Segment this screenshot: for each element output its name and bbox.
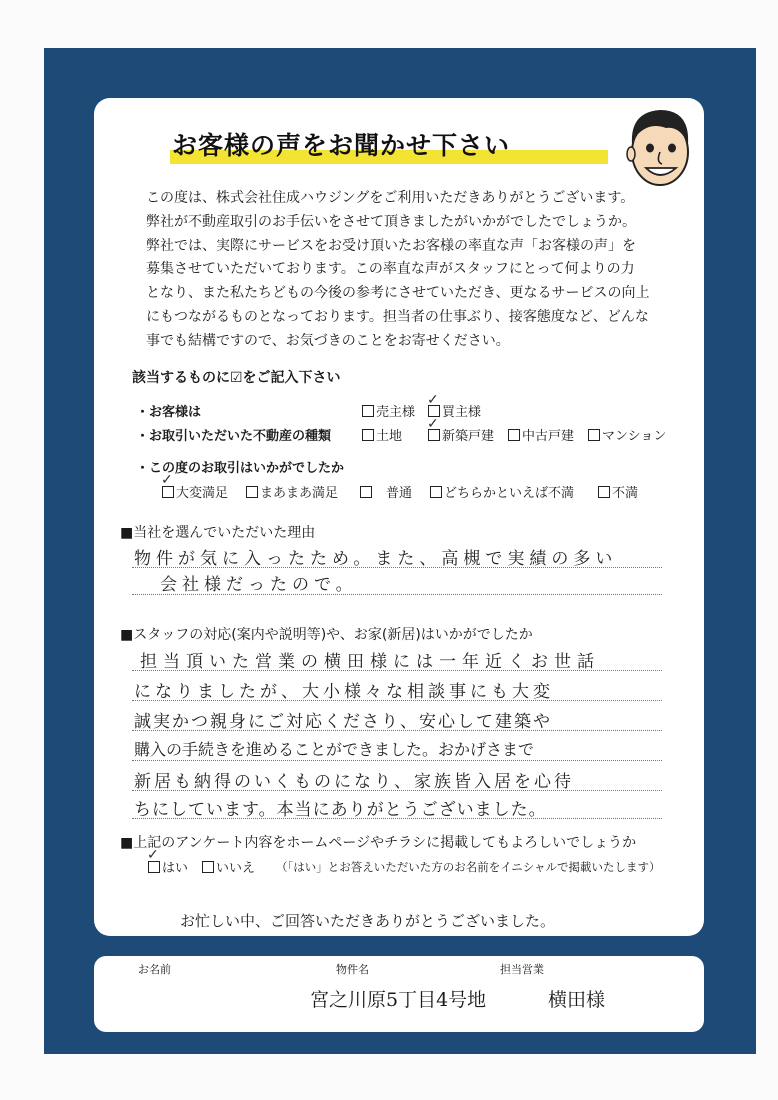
option-label: まあまあ満足 bbox=[260, 486, 339, 501]
q2-label: ・お取引いただいた不動産の種類 bbox=[136, 429, 332, 444]
mascot-face-icon bbox=[620, 104, 696, 190]
checkbox-icon[interactable] bbox=[430, 486, 442, 498]
checkbox-icon[interactable] bbox=[362, 429, 374, 441]
option-label: 不満 bbox=[612, 486, 639, 501]
section-staff-heading: ■スタッフの対応(案内や説明等)や、お家(新居)はいかがでしたか bbox=[120, 627, 533, 643]
handwritten-line: 会社様だったので。 bbox=[160, 575, 358, 595]
staff-answer[interactable] bbox=[132, 642, 662, 822]
option-label: 大変満足 bbox=[176, 486, 229, 501]
option-label: 土地 bbox=[376, 429, 403, 444]
property-label: 物件名 bbox=[336, 963, 369, 976]
publish-note: （「はい」とお答えいただいた方のお名前をイニシャルで掲載いたします） bbox=[276, 860, 661, 874]
handwritten-line: ちにしています。本当にありがとうございました。 bbox=[134, 800, 547, 820]
staff-label: 担当営業 bbox=[500, 963, 544, 976]
intro-text bbox=[146, 187, 686, 354]
option-label: 新築戸建 bbox=[442, 429, 495, 444]
option-land[interactable] bbox=[362, 425, 402, 444]
q3-label: ・この度のお取引はいかがでしたか bbox=[136, 461, 345, 476]
checkbox-icon[interactable] bbox=[246, 486, 258, 498]
checkbox-icon[interactable] bbox=[362, 405, 374, 417]
check-mark-icon: ✓ bbox=[427, 416, 439, 432]
intro-line: この度は、株式会社住成ハウジングをご利用いただきありがとうございます。 bbox=[146, 190, 635, 206]
handwritten-line: 新居も納得のいくものになり、家族皆入居を心待 bbox=[134, 772, 574, 792]
section-publish-heading: ■上記のアンケート内容をホームページやチラシに掲載してもよろしいでしょうか bbox=[120, 835, 637, 851]
handwritten-line: 物件が気に入ったため。また、高槻で実績の多い bbox=[134, 549, 618, 569]
check-mark-icon: ✓ bbox=[161, 472, 173, 488]
handwritten-line: になりましたが、大小様々な相談事にも大変 bbox=[134, 682, 554, 702]
option-no[interactable] bbox=[202, 857, 255, 876]
page-title: お客様の声をお聞かせ下さい bbox=[172, 131, 511, 160]
name-label: お名前 bbox=[138, 963, 171, 976]
staff-value[interactable]: 横田様 bbox=[548, 989, 606, 1011]
checkbox-icon[interactable] bbox=[360, 486, 372, 498]
option-label: 普通 bbox=[386, 486, 413, 501]
property-value[interactable]: 宮之川原5丁目4号地 bbox=[310, 989, 487, 1011]
q1-label: ・お客様は bbox=[136, 405, 202, 420]
option-neutral[interactable] bbox=[360, 482, 412, 501]
checkbox-icon[interactable] bbox=[508, 429, 520, 441]
intro-line: 事でも結構ですので、お気づきのことをお寄せください。 bbox=[146, 332, 510, 349]
option-label: 売主様 bbox=[376, 405, 416, 420]
option-dissatisfied[interactable] bbox=[598, 482, 638, 501]
thanks-message: お忙しい中、ご回答いただきありがとうございました。 bbox=[180, 912, 556, 930]
option-used-house[interactable] bbox=[508, 425, 574, 444]
option-label: はい bbox=[162, 861, 189, 876]
intro-line: 募集させていただいております。この率直な声がスタッフにとって何よりの力 bbox=[146, 261, 635, 278]
option-label: マンション bbox=[602, 429, 667, 444]
handwritten-line: 誠実かつ親身にご対応くださり、安心して建築や bbox=[134, 712, 552, 732]
checkbox-icon[interactable] bbox=[202, 861, 214, 873]
handwritten-line: 購入の手続きを進めることができました。おかげさまで bbox=[134, 740, 535, 759]
option-seller[interactable] bbox=[362, 401, 415, 420]
reason-answer[interactable] bbox=[132, 540, 662, 596]
intro-line: 弊社では、実際にサービスをお受け頂いたお客様の率直な声「お客様の声」を bbox=[146, 237, 636, 254]
option-label: 中古戸建 bbox=[522, 429, 575, 444]
check-mark-icon: ✓ bbox=[427, 392, 439, 408]
checkbox-icon[interactable] bbox=[598, 486, 610, 498]
option-label: どちらかといえば不満 bbox=[444, 486, 575, 501]
handwritten-line: 担当頂いた営業の横田様には一年近くお世話 bbox=[140, 652, 600, 672]
option-label: いいえ bbox=[216, 861, 256, 876]
checkbox-icon[interactable] bbox=[588, 429, 600, 441]
intro-line: 弊社が不動産取引のお手伝いをさせて頂きましたがいかがでしたでしょうか。 bbox=[146, 213, 636, 230]
option-condo[interactable] bbox=[588, 425, 666, 444]
intro-line: となり、また私たちどもの今後の参考にさせていただき、更なるサービスの向上 bbox=[146, 285, 650, 302]
answer-line bbox=[132, 760, 662, 761]
option-fairly-satisfied[interactable] bbox=[246, 482, 338, 501]
instruction-text: 該当するものに☑をご記入下さい bbox=[132, 370, 341, 386]
intro-line: にもつながるものとなっております。担当者の仕事ぶり、接客態度など、どんな bbox=[146, 308, 649, 325]
check-mark-icon: ✓ bbox=[147, 847, 159, 863]
option-somewhat-dissatisfied[interactable] bbox=[430, 482, 574, 501]
option-label: 買主様 bbox=[442, 405, 482, 420]
section-reason-heading: ■当社を選んでいただいた理由 bbox=[120, 525, 316, 541]
